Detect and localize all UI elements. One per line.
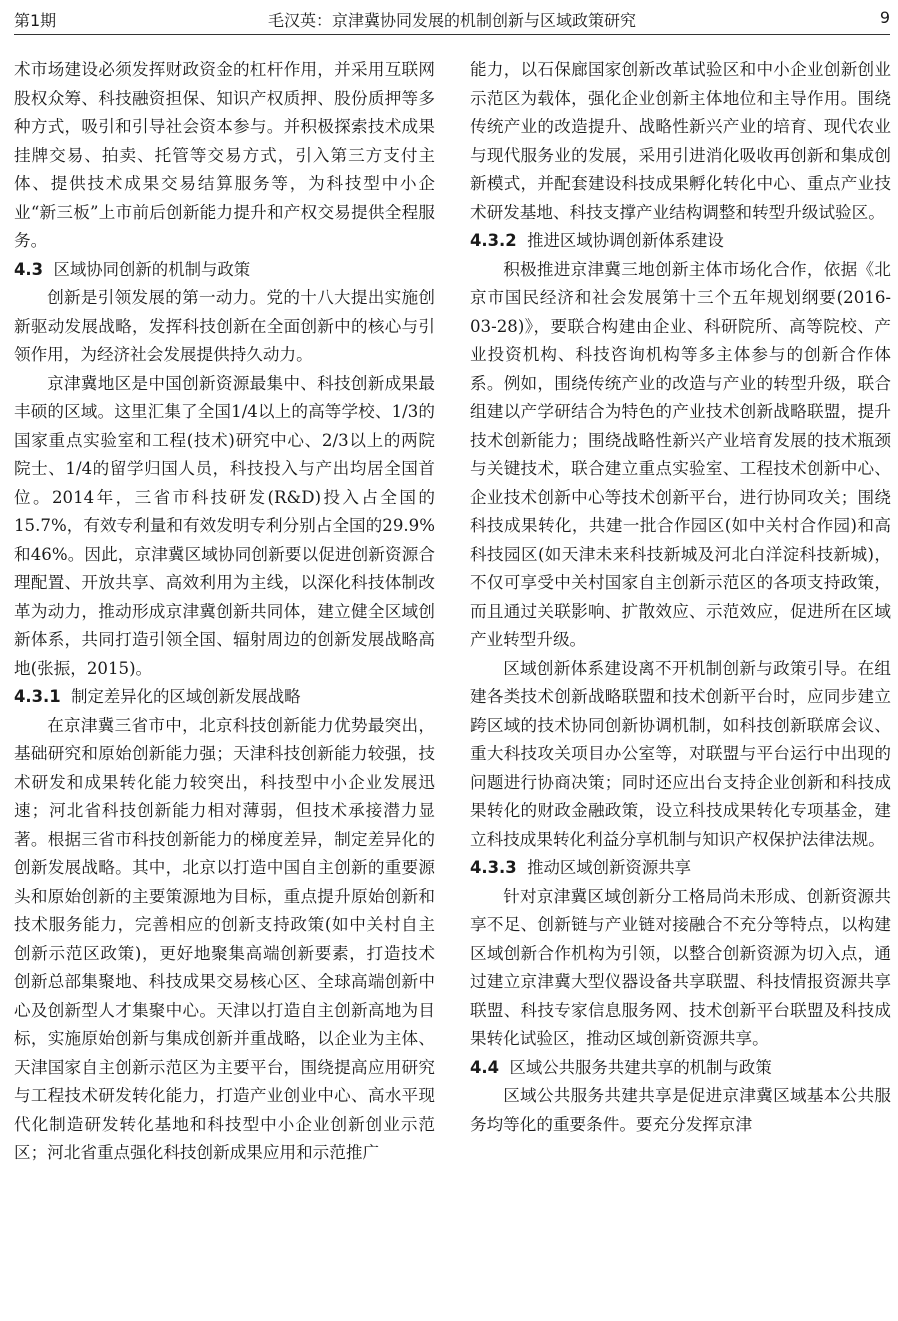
- paragraph: 积极推进京津冀三地创新主体市场化合作，依据《北京市国民经济和社会发展第十三个五年规划纲要(2016-03-28)》，要联合构建由企业、科研院所、高等院校、产业投资机构、科技咨询机构等多主体参与的创新合作体系。例如，围绕传统产业的改造与产业的转型升级，联合组建以产学研结合为特色的产业技术创新战略联盟，提升技术创新能力；围绕战略性新兴产业培育发展的技术瓶颈与关键技术，联合建立重点实验室、工程技术创新中心、企业技术创新中心等技术创新平台，进行协同攻关；围绕科技成果转化，共建一批合作园区(如中关村合作园)和高科技园区(如天津未来科技新城及河北白洋淀科技新城)，不仅可享受中关村国家自主创新示范区的各项支持政策，而且通过关联影响、扩散效应、示范效应，促进所在区域产业转型升级。: [470, 259, 891, 649]
- paragraph: 创新是引领发展的第一动力。党的十八大提出实施创新驱动发展战略，发挥科技创新在全面创新中的核心与引领作用，为经济社会发展提供持久动力。: [14, 288, 435, 364]
- section-number: 4.3.3: [470, 858, 517, 877]
- paragraph: 区域创新体系建设离不开机制创新与政策引导。在组建各类技术创新战略联盟和技术创新平台时，应同步建立跨区域的技术协同创新协调机制，如科技创新联席会议、重大科技攻关项目办公室等，对联盟与平台运行中出现的问题进行协商决策；同时还应出台支持企业创新和科技成果转化的财政金融政策，设立科技成果转化专项基金，建立科技成果转化利益分享机制与知识产权保护法律法规。: [470, 658, 891, 849]
- section-heading-4-4: [470, 1054, 891, 1083]
- paragraph: 能力，以石保廊国家创新改革试验区和中小企业创新创业示范区为载体，强化企业创新主体地位和主导作用。围绕传统产业的改造提升、战略性新兴产业的培育、现代农业与现代服务业的发展，采用引进消化吸收再创新和集成创新模式，并配套建设科技成果孵化转化中心、重点产业技术研发基地、科技支撑产业结构调整和转型升级试验区。: [470, 60, 891, 222]
- section-number: 4.3.2: [470, 231, 517, 250]
- section-number: 4.4: [470, 1057, 500, 1077]
- section-heading-4-3-3: [470, 854, 891, 883]
- running-title: 毛汉英：京津冀协同发展的机制创新与区域政策研究: [267, 11, 636, 30]
- right-column: [470, 56, 891, 1139]
- section-number: 4.3: [14, 259, 44, 279]
- section-title: 推动区域创新资源共享: [527, 858, 691, 877]
- section-heading-4-3-1: [14, 683, 435, 712]
- section-title: 制定差异化的区域创新发展战略: [71, 687, 301, 706]
- section-title: 区域公共服务共建共享的机制与政策: [509, 1057, 772, 1077]
- section-heading-4-3: [14, 256, 435, 285]
- section-title: 推进区域协调创新体系建设: [527, 231, 724, 250]
- section-number: 4.3.1: [14, 687, 61, 706]
- left-column: [14, 56, 435, 1168]
- paragraph: 京津冀地区是中国创新资源最集中、科技创新成果最丰硕的区域。这里汇集了全国1/4以上的高等学校、1/3的国家重点实验室和工程(技术)研究中心、2/3以上的两院院士、1/4的留学归国人员，科技投入与产出均居全国首位。2014年，三省市科技研发(R&D)投入占全国的15.7%，有效专利量和有效发明专利分别占全国的29.9%和46%。因此，京津冀区域协同创新要以促进创新资源合理配置、开放共享、高效利用为主线，以深化科技体制改革为动力，推动形成京津冀创新共同体，建立健全区域创新体系，共同打造引领全国、辐射周边的创新发展战略高地(张振，2015)。: [14, 373, 435, 678]
- paragraph: 区域公共服务共建共享是促进京津冀区域基本公共服务均等化的重要条件。要充分发挥京津: [470, 1086, 891, 1134]
- page-header: [14, 6, 890, 35]
- section-title: 区域协同创新的机制与政策: [53, 259, 251, 279]
- paragraph: 术市场建设必须发挥财政资金的杠杆作用，并采用互联网股权众筹、科技融资担保、知识产权质押、股份质押等多种方式，吸引和引导社会资本参与。并积极探索技术成果挂牌交易、拍卖、托管等交易方式，引入第三方支付主体、提供技术成果交易结算服务等，为科技型中小企业“新三板”上市前后创新能力提升和产权交易提供全程服务。: [14, 60, 435, 250]
- paragraph: 针对京津冀区域创新分工格局尚未形成、创新资源共享不足、创新链与产业链对接融合不充分等特点，以构建区域创新合作机构为引领，以整合创新资源为切入点，通过建立京津冀大型仪器设备共享联盟、科技情报资源共享联盟、科技专家信息服务网、技术创新平台联盟及科技成果转化试验区，推动区域创新资源共享。: [470, 886, 891, 1048]
- page-number: 9: [879, 8, 890, 27]
- paragraph: 在京津冀三省市中，北京科技创新能力优势最突出，基础研究和原始创新能力强；天津科技创新能力较强，技术研发和成果转化能力较突出，科技型中小企业发展迅速；河北省科技创新能力相对薄弱，但技术承接潜力显著。根据三省市科技创新能力的梯度差异，制定差异化的创新发展战略。其中，北京以打造中国自主创新的重要源头和原始创新的主要策源地为目标，重点提升原始创新和技术服务能力，完善相应的创新支持政策(如中关村自主创新示范区政策)，更好地聚集高端创新要素，打造技术创新总部集聚地、科技成果交易核心区、全球高端创新中心及创新型人才集聚中心。天津以打造自主创新高地为目标，实施原始创新与集成创新并重战略，以企业为主体、天津国家自主创新示范区为主要平台，围绕提高应用研究与工程技术研发转化能力，打造产业创业中心、高水平现代化制造研发转化基地和科技型中小企业创新创业示范区；河北省重点强化科技创新成果应用和示范推广: [14, 715, 435, 1162]
- section-heading-4-3-2: [470, 227, 891, 256]
- journal-issue: 第1期: [14, 11, 57, 30]
